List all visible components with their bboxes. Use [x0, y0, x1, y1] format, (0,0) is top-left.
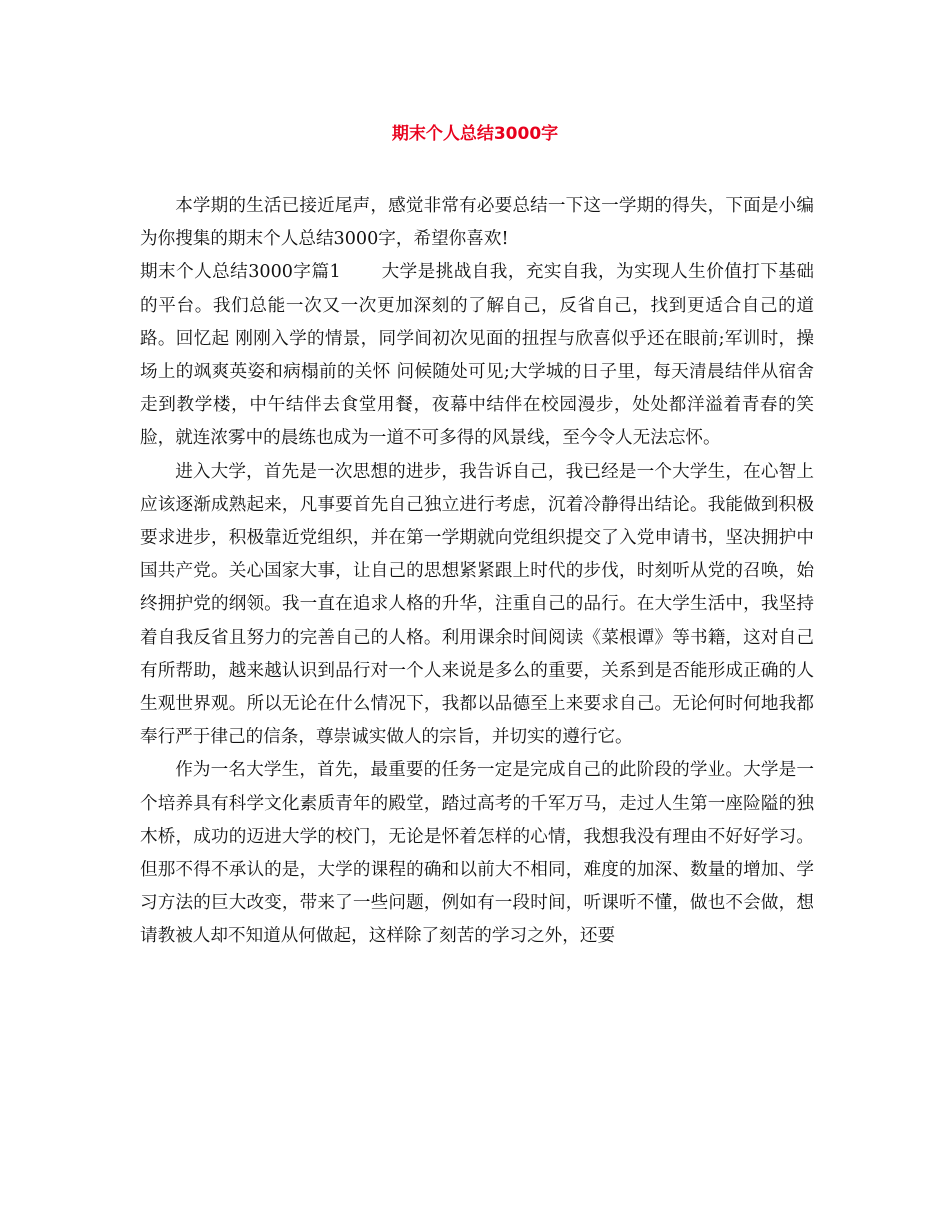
body-paragraph-3: 作为一名大学生，首先，最重要的任务一定是完成自己的此阶段的学业。大学是一个培养具有科学文化素质青年的殿堂，踏过高考的千军万马，走过人生第一座险隘的独木桥，成功的迈进大学的校门，无论是怀着怎样的心情，我想我没有理由不好好学习。但那不得不承认的是，大学的课程的确和以前大不相同，难度的加深、数量的增加、学习方法的巨大改变，带来了一些问题，例如有一段时间，听课听不懂，做也不会做，想请教被人却不知道从何做起，这样除了刻苦的学习之外，还要	[140, 760, 814, 947]
document-body	[140, 190, 814, 954]
document-title: 期末个人总结3000字	[391, 124, 559, 144]
section-heading: 期末个人总结3000字篇1	[140, 262, 341, 283]
intro-paragraph: 本学期的生活已接近尾声，感觉非常有必要总结一下这一学期的得失，下面是小编为你搜集的期末个人总结3000字，希望你喜欢!	[140, 196, 814, 250]
section-paragraph	[140, 256, 814, 455]
body-paragraph-1: 大学是挑战自我，充实自我，为实现人生价值打下基础的平台。我们总能一次又一次更加深刻的了解自己，反省自己，找到更适合自己的道路。回忆起 刚刚入学的情景，同学间初次见面的扭捏与欣喜似乎还在眼前;军训时，操场上的飒爽英姿和病榻前的关怀 问候随处可见;大学城的日子里，每天清晨结伴从宿舍走到教学楼，中午结伴去食堂用餐，夜幕中结伴在校园漫步，处处都洋溢着青春的笑脸，就连浓雾中的晨练也成为一道不可多得的风景线，至今令人无法忘怀。	[140, 262, 814, 449]
body-paragraph-2: 进入大学，首先是一次思想的进步，我告诉自己，我已经是一个大学生，在心智上应该逐渐成熟起来，凡事要首先自己独立进行考虑，沉着冷静得出结论。我能做到积极要求进步，积极靠近党组织，并在第一学期就向党组织提交了入党申请书，坚决拥护中国共产党。关心国家大事，让自己的思想紧紧跟上时代的步伐，时刻听从党的召唤，始终拥护党的纲领。我一直在追求人格的升华，注重自己的品行。在大学生活中，我坚持着自我反省且努力的完善自己的人格。利用课余时间阅读《菜根谭》等书籍，这对自己有所帮助，越来越认识到品行对一个人来说是多么的重要，关系到是否能形成正确的人生观世界观。所以无论在什么情况下，我都以品德至上来要求自己。无论何时何地我都奉行严于律己的信条，尊崇诚实做人的宗旨，并切实的遵行它。	[140, 461, 814, 748]
